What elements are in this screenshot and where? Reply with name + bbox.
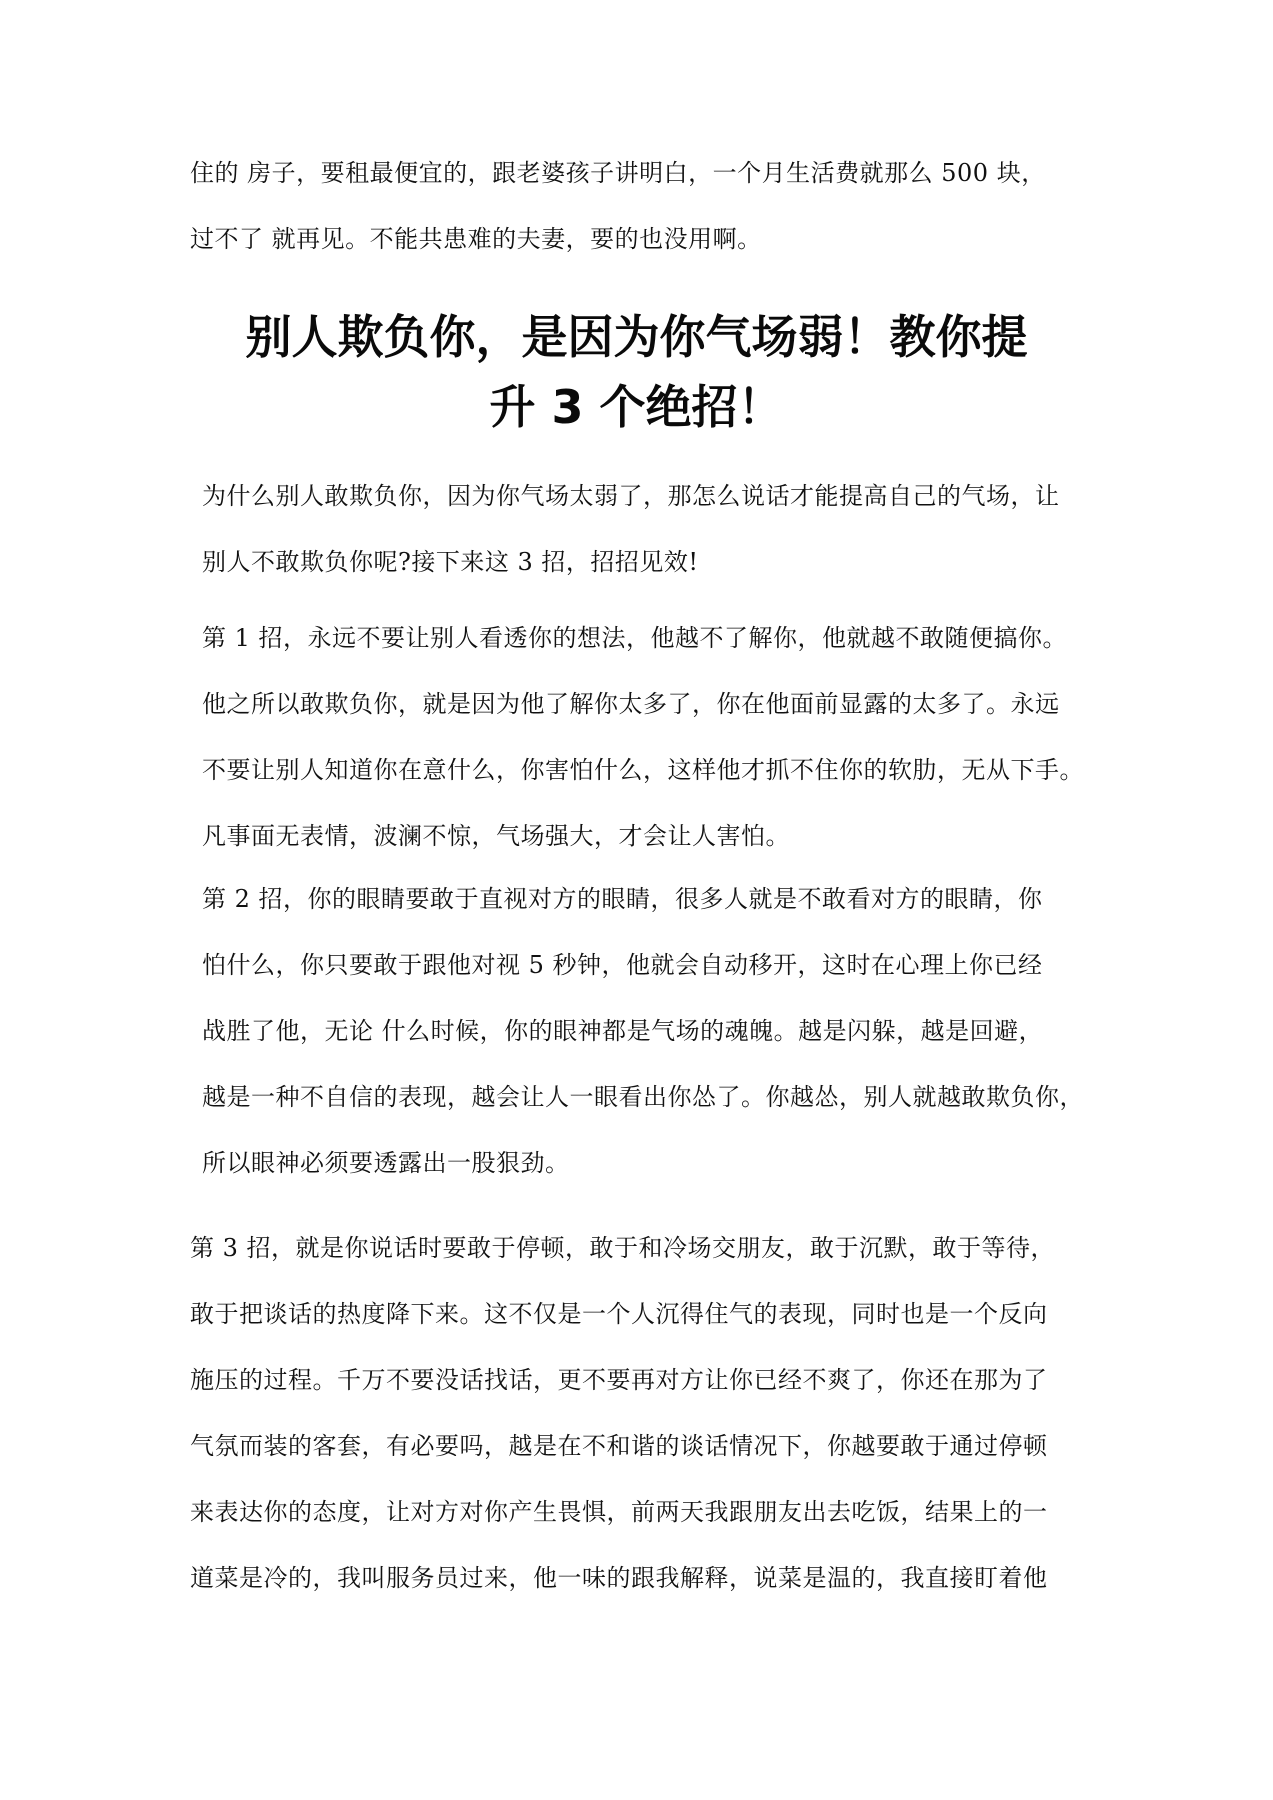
tip-3-line-5: 来表达你的态度，让对方对你产生畏惧，前两天我跟朋友出去吃饭，结果上的一 bbox=[190, 1498, 1048, 1526]
tip-3-paragraph bbox=[190, 1215, 1055, 1611]
intro-line-2: 过不了 就再见。不能共患难的夫妻，要的也没用啊。 bbox=[190, 225, 762, 253]
intro-line-1: 住的 房子，要租最便宜的，跟老婆孩子讲明白，一个月生活费就那么 500 块， bbox=[190, 159, 1046, 187]
tip-1-paragraph bbox=[202, 605, 1084, 869]
tip-2-line-5: 所以眼神必须要透露出一股狠劲。 bbox=[202, 1149, 570, 1177]
tip-3-line-1: 第 3 招，就是你说话时要敢于停顿，敢于和冷场交朋友，敢于沉默，敢于等待， bbox=[190, 1234, 1056, 1262]
question-line-2: 别人不敢欺负你呢?接下来这 3 招，招招见效! bbox=[202, 548, 699, 576]
tip-2-line-2: 怕什么，你只要敢于跟他对视 5 秒钟，他就会自动移开，这时在心理上你已经 bbox=[202, 951, 1043, 979]
tip-1-line-2: 他之所以敢欺负你，就是因为他了解你太多了，你在他面前显露的太多了。永远 bbox=[202, 690, 1060, 718]
article-title-line-1: 别人欺负你，是因为你气场弱！教你提 bbox=[245, 310, 1028, 364]
question-line-1: 为什么别人敢欺负你，因为你气场太弱了，那怎么说话才能提高自己的气场，让 bbox=[202, 482, 1060, 510]
tip-3-line-3: 施压的过程。千万不要没话找话，更不要再对方让你已经不爽了，你还在那为了 bbox=[190, 1366, 1048, 1394]
tip-2-line-3: 战胜了他，无论 什么时候，你的眼神都是气场的魂魄。越是闪躲，越是回避， bbox=[202, 1017, 1044, 1045]
tip-2-paragraph bbox=[202, 866, 1084, 1196]
tip-1-line-4: 凡事面无表情，波澜不惊，气场强大，才会让人害怕。 bbox=[202, 822, 790, 850]
tip-3-line-2: 敢于把谈话的热度降下来。这不仅是一个人沉得住气的表现，同时也是一个反向 bbox=[190, 1300, 1048, 1328]
tip-1-line-1: 第 1 招，永远不要让别人看透你的想法，他越不了解你，他就越不敢随便搞你。 bbox=[202, 624, 1068, 652]
tip-3-line-4: 气氛而装的客套，有必要吗，越是在不和谐的谈话情况下，你越要敢于通过停顿 bbox=[190, 1432, 1048, 1460]
intro-paragraph bbox=[190, 140, 1046, 272]
tip-2-line-1: 第 2 招，你的眼睛要敢于直视对方的眼睛，很多人就是不敢看对方的眼睛，你 bbox=[202, 885, 1043, 913]
article-title-line-2: 升 3 个绝招！ bbox=[489, 380, 784, 434]
tip-1-line-3: 不要让别人知道你在意什么，你害怕什么，这样他才抓不住你的软肋，无从下手。 bbox=[202, 756, 1084, 784]
tip-3-line-6: 道菜是冷的，我叫服务员过来，他一味的跟我解释，说菜是温的，我直接盯着他 bbox=[190, 1564, 1048, 1592]
question-paragraph bbox=[202, 463, 1060, 595]
tip-2-line-4: 越是一种不自信的表现，越会让人一眼看出你怂了。你越怂，别人就越敢欺负你， bbox=[202, 1083, 1084, 1111]
